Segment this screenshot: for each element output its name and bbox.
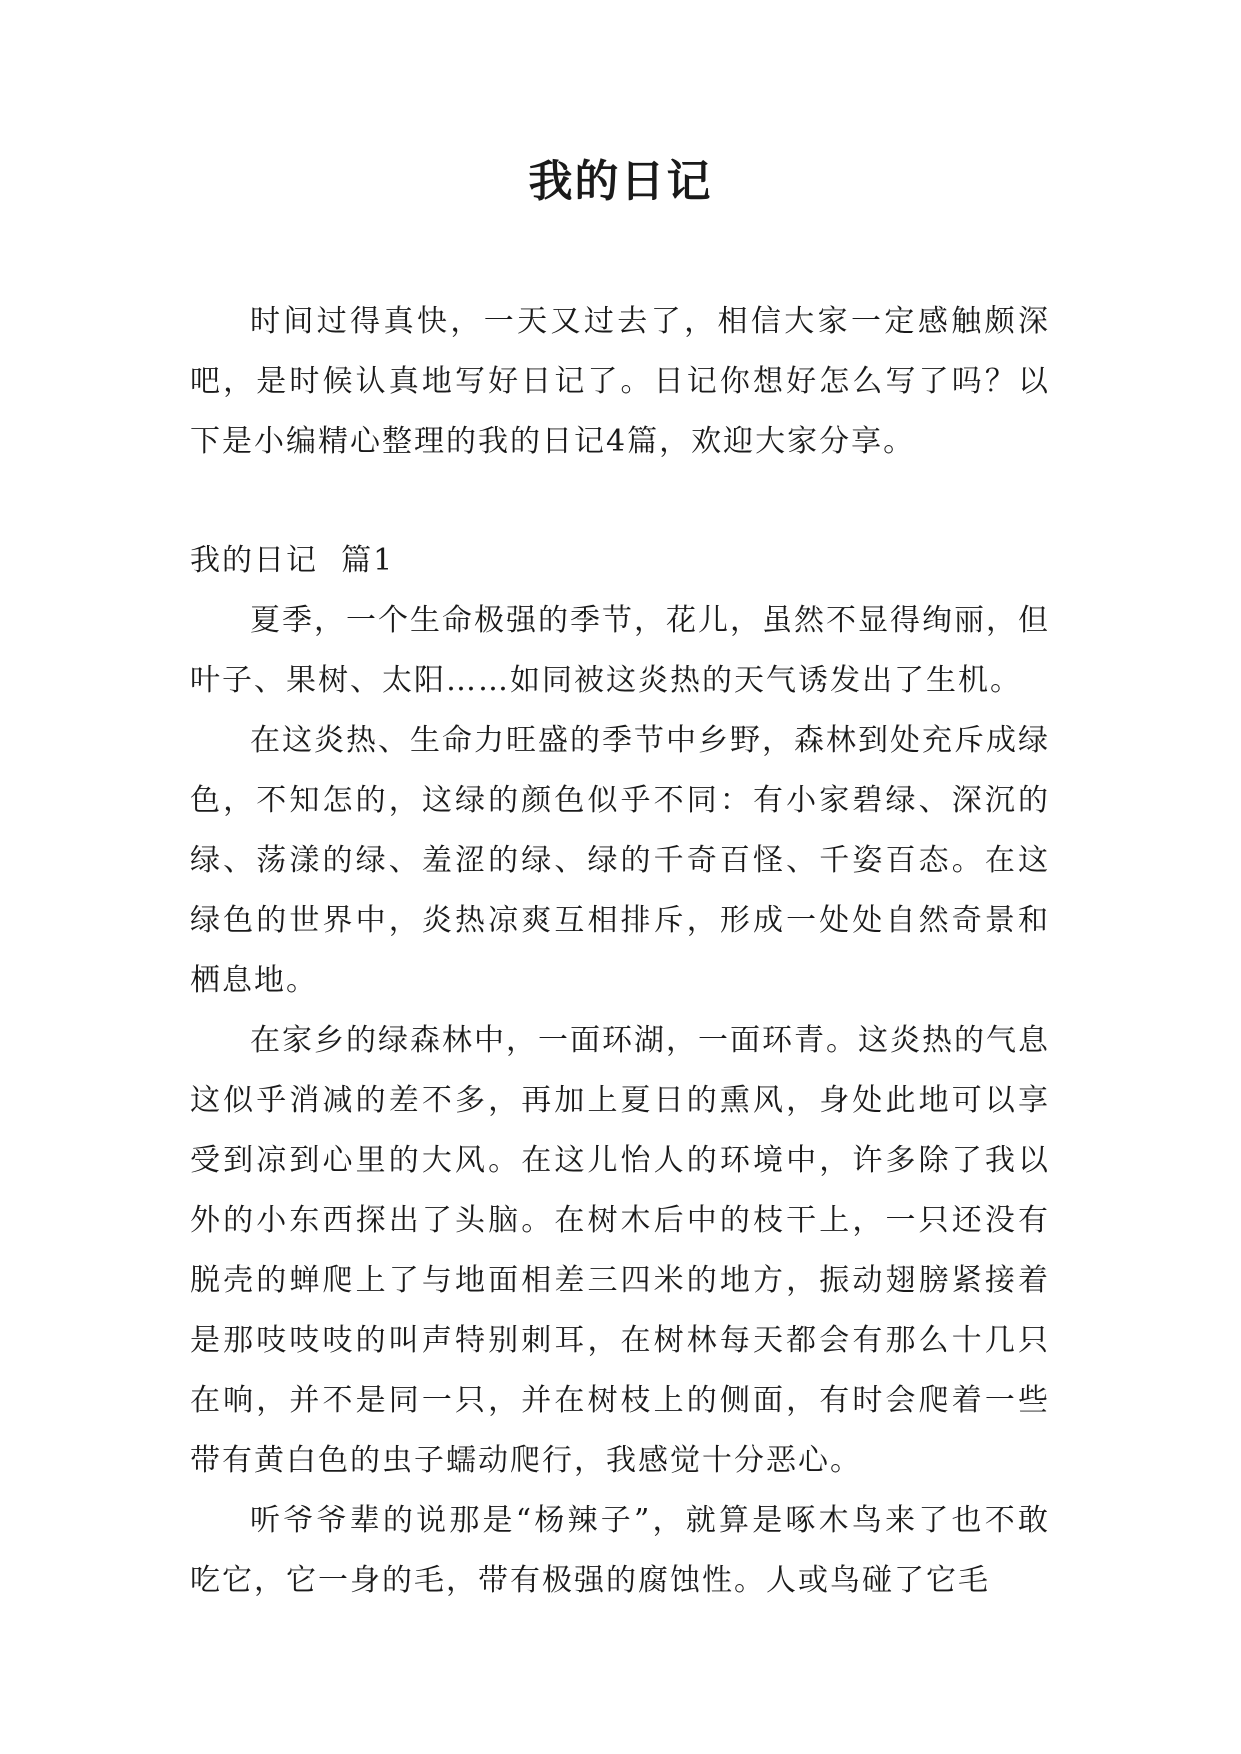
body-paragraph: 在这炎热、生命力旺盛的季节中乡野，森林到处充斥成绿色，不知怎的，这绿的颜色似乎不同：有小家碧绿、深沉的绿、荡漾的绿、羞涩的绿、绿的千奇百怪、千姿百态。在这绿色的世界中，炎热凉爽互相排斥，形成一处处自然奇景和栖息地。 — [190, 723, 1050, 998]
body-paragraph: 听爷爷辈的说那是“杨辣子”，就算是啄木鸟来了也不敢吃它，它一身的毛，带有极强的腐蚀性。人或鸟碰了它毛 — [190, 1503, 1050, 1598]
intro-paragraph: 时间过得真快，一天又过去了，相信大家一定感触颇深吧，是时候认真地写好日记了。日记你想好怎么写了吗？以下是小编精心整理的我的日记4篇，欢迎大家分享。 — [190, 304, 1050, 459]
body-paragraph: 夏季，一个生命极强的季节，花儿，虽然不显得绚丽，但叶子、果树、太阳……如同被这炎热的天气诱发出了生机。 — [190, 603, 1050, 698]
body-paragraph: 在家乡的绿森林中，一面环湖，一面环青。这炎热的气息这似乎消减的差不多，再加上夏日的熏风，身处此地可以享受到凉到心里的大风。在这儿怡人的环境中，许多除了我以外的小东西探出了头脑。在树木后中的枝干上，一只还没有脱壳的蝉爬上了与地面相差三四米的地方，振动翅膀紧接着是那吱吱吱的叫声特别刺耳，在树林每天都会有那么十几只在响，并不是同一只，并在树枝上的侧面，有时会爬着一些带有黄白色的虫子蠕动爬行，我感觉十分恶心。 — [190, 1023, 1050, 1478]
document-title: 我的日记 — [528, 156, 713, 207]
section-heading: 我的日记 篇1 — [190, 543, 395, 578]
document-body — [190, 292, 1050, 1611]
